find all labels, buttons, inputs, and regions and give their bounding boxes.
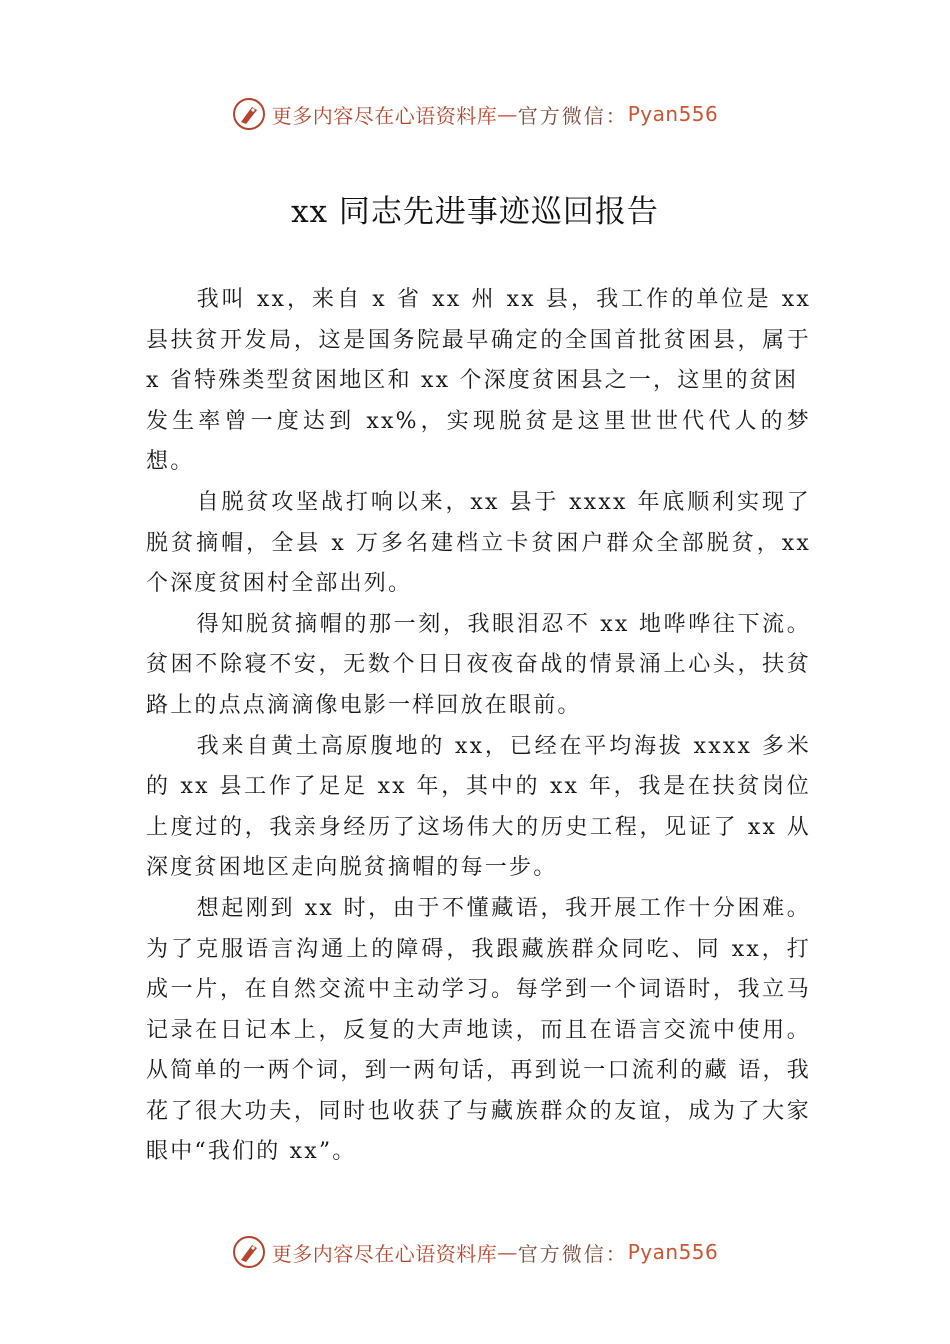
paragraph: 想起刚到 xx 时，由于不懂藏语，我开展工作十分困难。为了克服语言沟通上的障碍，我跟藏族群众同吃、同 xx，打成一片，在自然交流中主动学习。每学到一个词语时，我立马记录在日记本上，反复的大声地读，而且在语言交流中使用。从简单的一两个词，到一两句话，再到说一口流利的藏 语，我花了很大功夫，同时也收获了与藏族群众的友谊，成为了大家眼中“我们的 xx”。 [146, 895, 811, 1165]
watermark-site-text: 更多内容尽在心语资料库 [271, 103, 498, 128]
document-title: xx 同志先进事迹巡回报告 [291, 194, 659, 230]
document-body [146, 280, 821, 1173]
paragraph: 自脱贫攻坚战打响以来，xx 县于 xxxx 年底顺利实现了脱贫摘帽，全县 x 万多名建档立卡贫困户群众全部脱贫，xx 个深度贫困村全部出列。 [146, 489, 821, 597]
paragraph: 我叫 xx，来自 x 省 xx 州 xx 县，我工作的单位是 xx 县扶贫开发局，这是国务院最早确定的全国首批贫困县，属于 x 省特殊类型贫困地区和 xx 个深度贫困县之一，这里的贫困 [146, 287, 821, 394]
watermark-wechat-id: Pyan556 [627, 1240, 719, 1264]
paragraph: 我来自黄土高原腹地的 xx，已经在平均海拔 xxxx 多米的 xx 县工作了足足 xx 年，其中的 xx 年，我是在扶贫岗位上度过的，我亲身经历了这场伟大的历史工程，见证了 xx 从深度贫困地区走向脱贫摘帽的每一步。 [146, 733, 811, 881]
watermark-separator: — [497, 1240, 518, 1264]
watermark-wechat-label: 官方微信： [517, 103, 628, 128]
watermark-separator: — [497, 102, 518, 126]
watermark-wechat-label: 官方微信： [517, 1241, 628, 1266]
pen-nib-logo-icon [232, 1235, 266, 1269]
paragraph: 发生率曾一度达到 xx%，实现脱贫是这里世世代代人的梦想。 [146, 408, 811, 475]
paragraph: 得知脱贫摘帽的那一刻，我眼泪忍不 xx 地哗哗往下流。贫困不除寝不安，无数个日日夜夜奋战的情景涌上心头，扶贫路上的点点滴滴像电影一样回放在眼前。 [146, 611, 811, 718]
watermark-wechat-id: Pyan556 [627, 102, 719, 126]
watermark-banner-bottom [0, 1232, 950, 1272]
pen-nib-logo-icon [232, 97, 266, 131]
watermark-site-text: 更多内容尽在心语资料库 [271, 1241, 498, 1266]
watermark-banner-top [0, 94, 950, 134]
